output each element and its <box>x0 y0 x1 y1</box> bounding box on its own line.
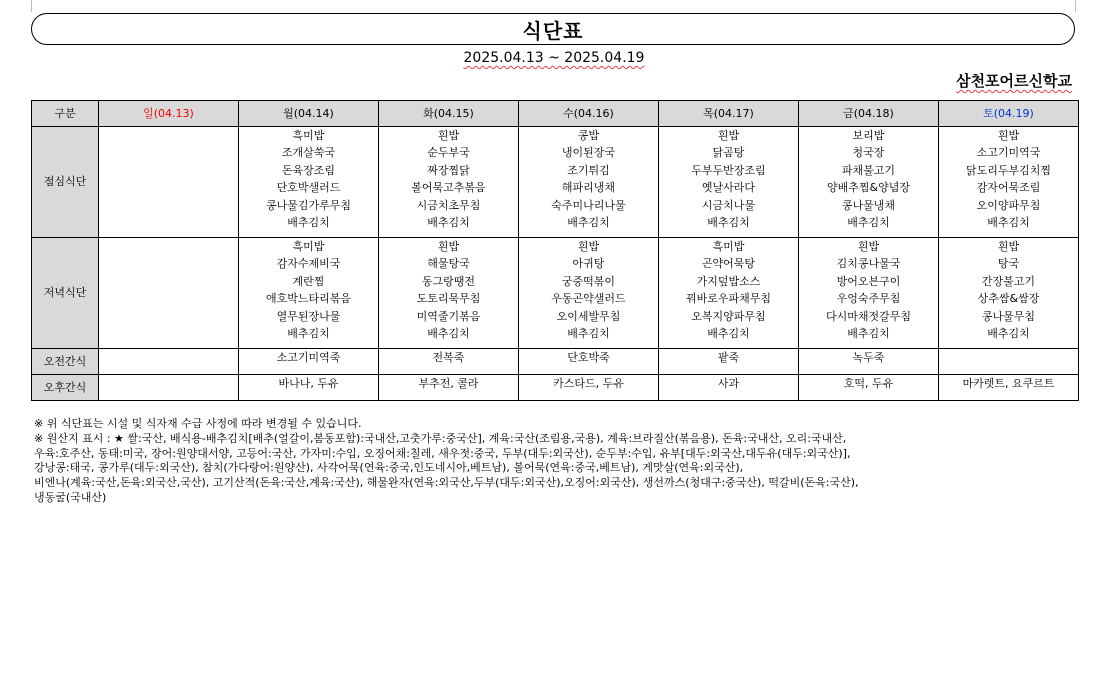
day-header: 금(04.18) <box>799 101 939 127</box>
menu-cell <box>939 375 1079 401</box>
dish-item: 동그랑땡전 <box>421 274 476 288</box>
day-header: 일(04.13) <box>99 101 239 127</box>
menu-cell <box>939 349 1079 375</box>
dish-item: 호떡, 두유 <box>843 377 894 390</box>
dish-item: 흰밥 <box>437 240 460 253</box>
date-range-line <box>0 50 1098 66</box>
dish-item: 짜장찜닭 <box>427 163 470 177</box>
dish-item: 미역줄기볶음 <box>416 309 481 323</box>
menu-cell <box>799 349 939 375</box>
dish-item: 닭곰탕 <box>712 146 745 160</box>
dish-item: 흑미밥 <box>292 240 325 253</box>
dish-item: 사과 <box>717 377 740 390</box>
dish-item: 궁중떡볶이 <box>561 274 616 288</box>
lunch-row <box>32 127 1079 238</box>
meal-type-label: 오전간식 <box>32 349 99 375</box>
dish-item: 부추전, 콜라 <box>418 377 479 390</box>
dish-item: 볼어묵고추볶음 <box>411 181 486 195</box>
page-title-box <box>31 13 1075 45</box>
menu-cell <box>239 127 379 238</box>
dish-item: 흰밥 <box>577 240 600 253</box>
menu-cell <box>519 127 659 238</box>
dish-item: 오이세발무침 <box>556 309 621 323</box>
menu-cell <box>939 238 1079 349</box>
dish-item: 콩나물무침 <box>981 309 1036 323</box>
dish-item: 순두부국 <box>427 146 470 160</box>
dish-item: 김치콩나물국 <box>836 257 901 271</box>
menu-cell <box>659 238 799 349</box>
dish-item: 우동곤약샐러드 <box>551 292 626 306</box>
dish-item: 곤약어묵탕 <box>701 257 756 271</box>
menu-cell <box>379 127 519 238</box>
dish-item: 팥죽 <box>717 351 740 364</box>
dish-item: 도토리묵무침 <box>416 292 481 306</box>
note-line: 우육:호주산, 동태:미국, 장어:원양대서양, 고등어:국산, 가자미:수입, 오징어채:칠레, 새우젓:중국, 두부(대두:외국산), 순두부:수입, 유부[대두:외국산,대두유(대두:외국산)], <box>34 446 851 460</box>
dish-item: 배추김치 <box>707 216 750 230</box>
dish-item: 배추김치 <box>427 327 470 341</box>
dish-item: 오복지양파무침 <box>691 309 766 323</box>
dish-item: 배추김치 <box>567 327 610 341</box>
corner-header: 구분 <box>32 101 99 127</box>
afternoon-snack-row <box>32 375 1079 401</box>
dish-item: 단호박죽 <box>567 351 610 364</box>
school-name: 삼천포어르신학교 <box>956 72 1072 90</box>
dish-item: 배추김치 <box>847 327 890 341</box>
dish-item: 아귀탕 <box>572 257 605 271</box>
dish-item: 배추김치 <box>287 327 330 341</box>
dish-item: 배추김치 <box>287 216 330 230</box>
dish-item: 냉이된장국 <box>561 146 616 160</box>
menu-cell <box>239 375 379 401</box>
dish-item: 탕국 <box>997 257 1020 271</box>
dish-item: 흰밥 <box>717 129 740 142</box>
menu-cell <box>99 127 239 238</box>
menu-body <box>32 127 1079 401</box>
dish-item: 옛날사라다 <box>701 181 756 195</box>
dish-item: 가지덮밥소스 <box>696 274 761 288</box>
dish-item: 오이양파무침 <box>976 198 1041 212</box>
dish-item: 흰밥 <box>997 129 1020 142</box>
dish-item: 흑미밥 <box>292 129 325 142</box>
dish-item: 계란찜 <box>292 274 325 288</box>
dish-item: 해물탕국 <box>427 257 470 271</box>
note-line: ※ 원산지 표시 : ★ 쌀:국산, 배식용-배추김치[배추(얼갈이,봄동포함):국내산,고춧가루:중국산], 계육:국산(조림용,국용), 계육:브라질산(볶음용), 돈육:국내산, 오리:국내산, <box>34 431 847 445</box>
dish-item: 배추김치 <box>987 216 1030 230</box>
dish-item: 배추김치 <box>567 216 610 230</box>
dish-item: 흰밥 <box>437 129 460 142</box>
note-line: 강낭콩:태국, 콩가루(대두:외국산), 참치(가다랑어:원양산), 사각어묵(연육:중국,인도네시아,베트남), 볼어묵(연육:중국,베트남), 게맛살(연육:외국산), <box>34 461 744 475</box>
dish-item: 감자어묵조림 <box>976 181 1041 195</box>
note-line: ※ 위 식단표는 시설 및 식자재 수급 사정에 따라 변경될 수 있습니다. <box>34 417 362 430</box>
menu-cell <box>99 349 239 375</box>
menu-cell <box>799 375 939 401</box>
dish-item: 두부두반장조림 <box>691 163 766 177</box>
header-row <box>32 101 1079 127</box>
dish-item: 꿔바로우파채무침 <box>685 292 771 306</box>
dish-item: 청국장 <box>852 146 885 160</box>
dish-item: 콩나물냉채 <box>841 198 896 212</box>
dish-item: 흰밥 <box>997 240 1020 253</box>
dish-item: 돈육장조림 <box>281 163 336 177</box>
dish-item: 소고기미역국 <box>976 146 1041 160</box>
page-edge-right <box>1075 0 1076 12</box>
dish-item: 해파리냉채 <box>561 181 616 195</box>
menu-cell <box>799 238 939 349</box>
dish-item: 단호박샐러드 <box>276 181 341 195</box>
notes-section <box>34 417 1044 506</box>
menu-cell <box>939 127 1079 238</box>
dish-item: 상추쌈&쌈장 <box>977 292 1040 306</box>
dish-item: 마카렛트, 요쿠르트 <box>962 377 1055 390</box>
dish-item: 배추김치 <box>987 327 1030 341</box>
dish-item: 숙주미나리나물 <box>551 198 626 212</box>
dish-item: 다시마채젓갈무침 <box>825 309 911 323</box>
meal-type-label: 점심식단 <box>32 127 99 238</box>
menu-cell <box>239 238 379 349</box>
date-range: 2025.04.13 ~ 2025.04.19 <box>463 50 645 66</box>
menu-cell <box>239 349 379 375</box>
dish-item: 시금치초무침 <box>416 198 481 212</box>
menu-cell <box>99 375 239 401</box>
dish-item: 소고기미역죽 <box>276 351 341 364</box>
menu-cell <box>519 349 659 375</box>
menu-table <box>31 100 1079 401</box>
dish-item: 우엉숙주무침 <box>836 292 901 306</box>
dish-item: 감자수제비국 <box>276 257 341 271</box>
page-edge-left <box>31 0 32 12</box>
menu-cell <box>379 349 519 375</box>
menu-cell <box>519 375 659 401</box>
menu-cell <box>659 349 799 375</box>
day-header: 목(04.17) <box>659 101 799 127</box>
dish-item: 양배추찜&양념장 <box>827 181 910 195</box>
dish-item: 배추김치 <box>847 216 890 230</box>
dish-item: 애호박느타리볶음 <box>265 292 351 306</box>
dish-item: 콩밥 <box>577 129 600 142</box>
menu-cell <box>99 238 239 349</box>
dish-item: 카스타드, 두유 <box>553 377 624 390</box>
dish-item: 방어오븐구이 <box>836 274 901 288</box>
dish-item: 배추김치 <box>427 216 470 230</box>
dish-item: 닭도리두부김치찜 <box>965 163 1051 177</box>
dish-item: 조개살쑥국 <box>281 146 336 160</box>
dish-item: 조기튀김 <box>567 163 610 177</box>
day-header: 수(04.16) <box>519 101 659 127</box>
menu-cell <box>379 238 519 349</box>
dish-item: 배추김치 <box>707 327 750 341</box>
page-title: 식단표 <box>522 18 584 43</box>
note-line: 냉동굴(국내산) <box>34 490 107 504</box>
menu-cell <box>799 127 939 238</box>
dish-item: 흑미밥 <box>712 240 745 253</box>
dish-item: 흰밥 <box>857 240 880 253</box>
dish-item: 콩나물김가루무침 <box>265 198 351 212</box>
dish-item: 전복죽 <box>432 351 465 364</box>
menu-cell <box>519 238 659 349</box>
meal-type-label: 오후간식 <box>32 375 99 401</box>
day-header: 월(04.14) <box>239 101 379 127</box>
dinner-row <box>32 238 1079 349</box>
school-name-line <box>956 70 1072 91</box>
dish-item: 바나나, 두유 <box>278 377 339 390</box>
note-line: 비엔나(계육:국산,돈육:외국산,국산), 고기산적(돈육:국산,계육:국산), 해물완자(연육:외국산,두부(대두:외국산),오징어:외국산), 생선까스(청대구:중국산), 떡갈비(돈육:국산), <box>34 476 859 490</box>
dish-item: 열무된장나물 <box>276 309 341 323</box>
menu-cell <box>659 375 799 401</box>
dish-item: 간장불고기 <box>981 274 1036 288</box>
dish-item: 보리밥 <box>852 129 885 142</box>
dish-item: 파채불고기 <box>841 163 896 177</box>
meal-type-label: 저녁식단 <box>32 238 99 349</box>
day-header: 화(04.15) <box>379 101 519 127</box>
menu-cell <box>659 127 799 238</box>
morning-snack-row <box>32 349 1079 375</box>
dish-item: 녹두죽 <box>852 351 885 364</box>
menu-cell <box>379 375 519 401</box>
day-header: 토(04.19) <box>939 101 1079 127</box>
dish-item: 시금치나물 <box>701 198 756 212</box>
